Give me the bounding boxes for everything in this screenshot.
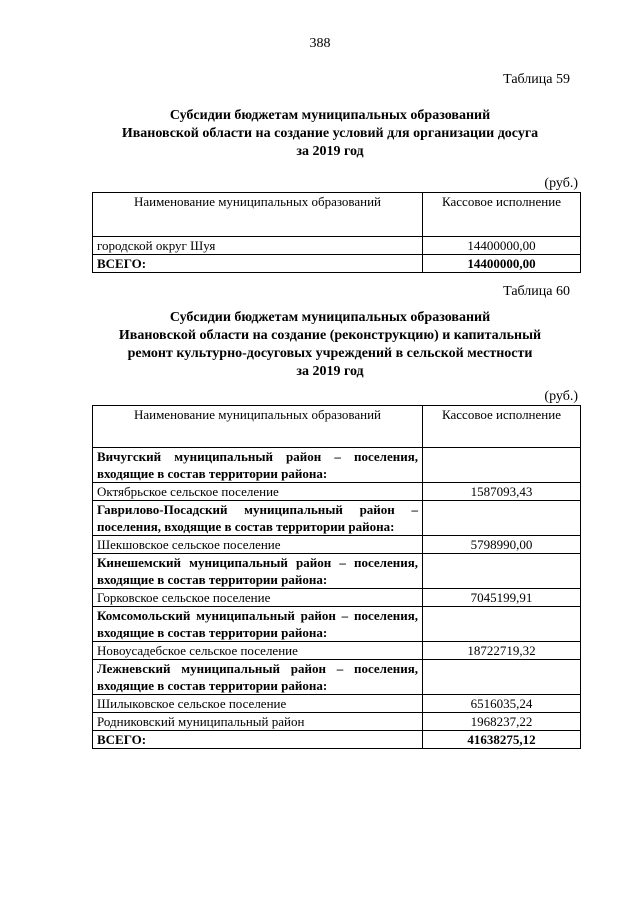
row-name: Октябрьское сельское поселение bbox=[93, 483, 423, 501]
total-label: ВСЕГО: bbox=[93, 731, 423, 749]
group-row bbox=[93, 501, 581, 536]
table-59-title bbox=[80, 107, 580, 161]
title-line: Ивановской области на создание условий для организации досуга bbox=[121, 126, 539, 141]
header-value: Кассовое исполнение bbox=[423, 193, 581, 237]
row-name: Новоусадебское сельское поселение bbox=[93, 642, 423, 660]
row-name: Горковское сельское поселение bbox=[93, 589, 423, 607]
row-value: 14400000,00 bbox=[423, 237, 581, 255]
group-title: Гаврилово-Посадский муниципальный район – поселения, входящие в состав территории района: bbox=[93, 501, 423, 536]
group-title: Кинешемский муниципальный район – поселения, входящие в состав территории района: bbox=[93, 554, 423, 589]
group-row bbox=[93, 607, 581, 642]
table-row bbox=[93, 713, 581, 731]
row-value: 5798990,00 bbox=[423, 536, 581, 554]
group-row bbox=[93, 660, 581, 695]
title-line: Ивановской области на создание (реконструкцию) и капитальный bbox=[118, 328, 542, 343]
table-60-title bbox=[80, 309, 580, 381]
table-row bbox=[93, 695, 581, 713]
table-row bbox=[93, 589, 581, 607]
group-title: Вичугский муниципальный район – поселения, входящие в состав территории района: bbox=[93, 448, 423, 483]
row-name: Родниковский муниципальный район bbox=[93, 713, 423, 731]
total-row bbox=[93, 731, 581, 749]
row-value: 6516035,24 bbox=[423, 695, 581, 713]
row-value: 7045199,91 bbox=[423, 589, 581, 607]
total-label: ВСЕГО: bbox=[93, 255, 423, 273]
row-value: 1968237,22 bbox=[423, 713, 581, 731]
row-name: городской округ Шуя bbox=[93, 237, 423, 255]
group-title: Лежневский муниципальный район – поселения, входящие в состав территории района: bbox=[93, 660, 423, 695]
header-name: Наименование муниципальных образований bbox=[93, 193, 423, 237]
table-59-label: Таблица 59 bbox=[503, 72, 570, 87]
table-row bbox=[93, 483, 581, 501]
table-60-label: Таблица 60 bbox=[503, 284, 570, 299]
table-row bbox=[93, 536, 581, 554]
row-name: Шекшовское сельское поселение bbox=[93, 536, 423, 554]
page-number: 388 bbox=[309, 36, 331, 51]
group-row bbox=[93, 554, 581, 589]
group-row bbox=[93, 448, 581, 483]
title-line: за 2019 год bbox=[296, 144, 364, 159]
table-59-unit: (руб.) bbox=[544, 176, 578, 191]
table-row bbox=[93, 237, 581, 255]
title-line: ремонт культурно-досуговых учреждений в сельской местности bbox=[127, 346, 533, 361]
title-line: Субсидии бюджетам муниципальных образований bbox=[169, 108, 491, 123]
row-value: 1587093,43 bbox=[423, 483, 581, 501]
total-value: 41638275,12 bbox=[423, 731, 581, 749]
header-name: Наименование муниципальных образований bbox=[93, 406, 423, 448]
title-line: Субсидии бюджетам муниципальных образований bbox=[169, 310, 491, 325]
total-row bbox=[93, 255, 581, 273]
table-row bbox=[93, 642, 581, 660]
row-value: 18722719,32 bbox=[423, 642, 581, 660]
total-value: 14400000,00 bbox=[423, 255, 581, 273]
table-59 bbox=[92, 192, 581, 273]
header-value: Кассовое исполнение bbox=[423, 406, 581, 448]
table-60-unit: (руб.) bbox=[544, 389, 578, 404]
table-60 bbox=[92, 405, 581, 749]
group-title: Комсомольский муниципальный район – поселения, входящие в состав территории района: bbox=[93, 607, 423, 642]
title-line: за 2019 год bbox=[296, 364, 364, 379]
row-name: Шилыковское сельское поселение bbox=[93, 695, 423, 713]
